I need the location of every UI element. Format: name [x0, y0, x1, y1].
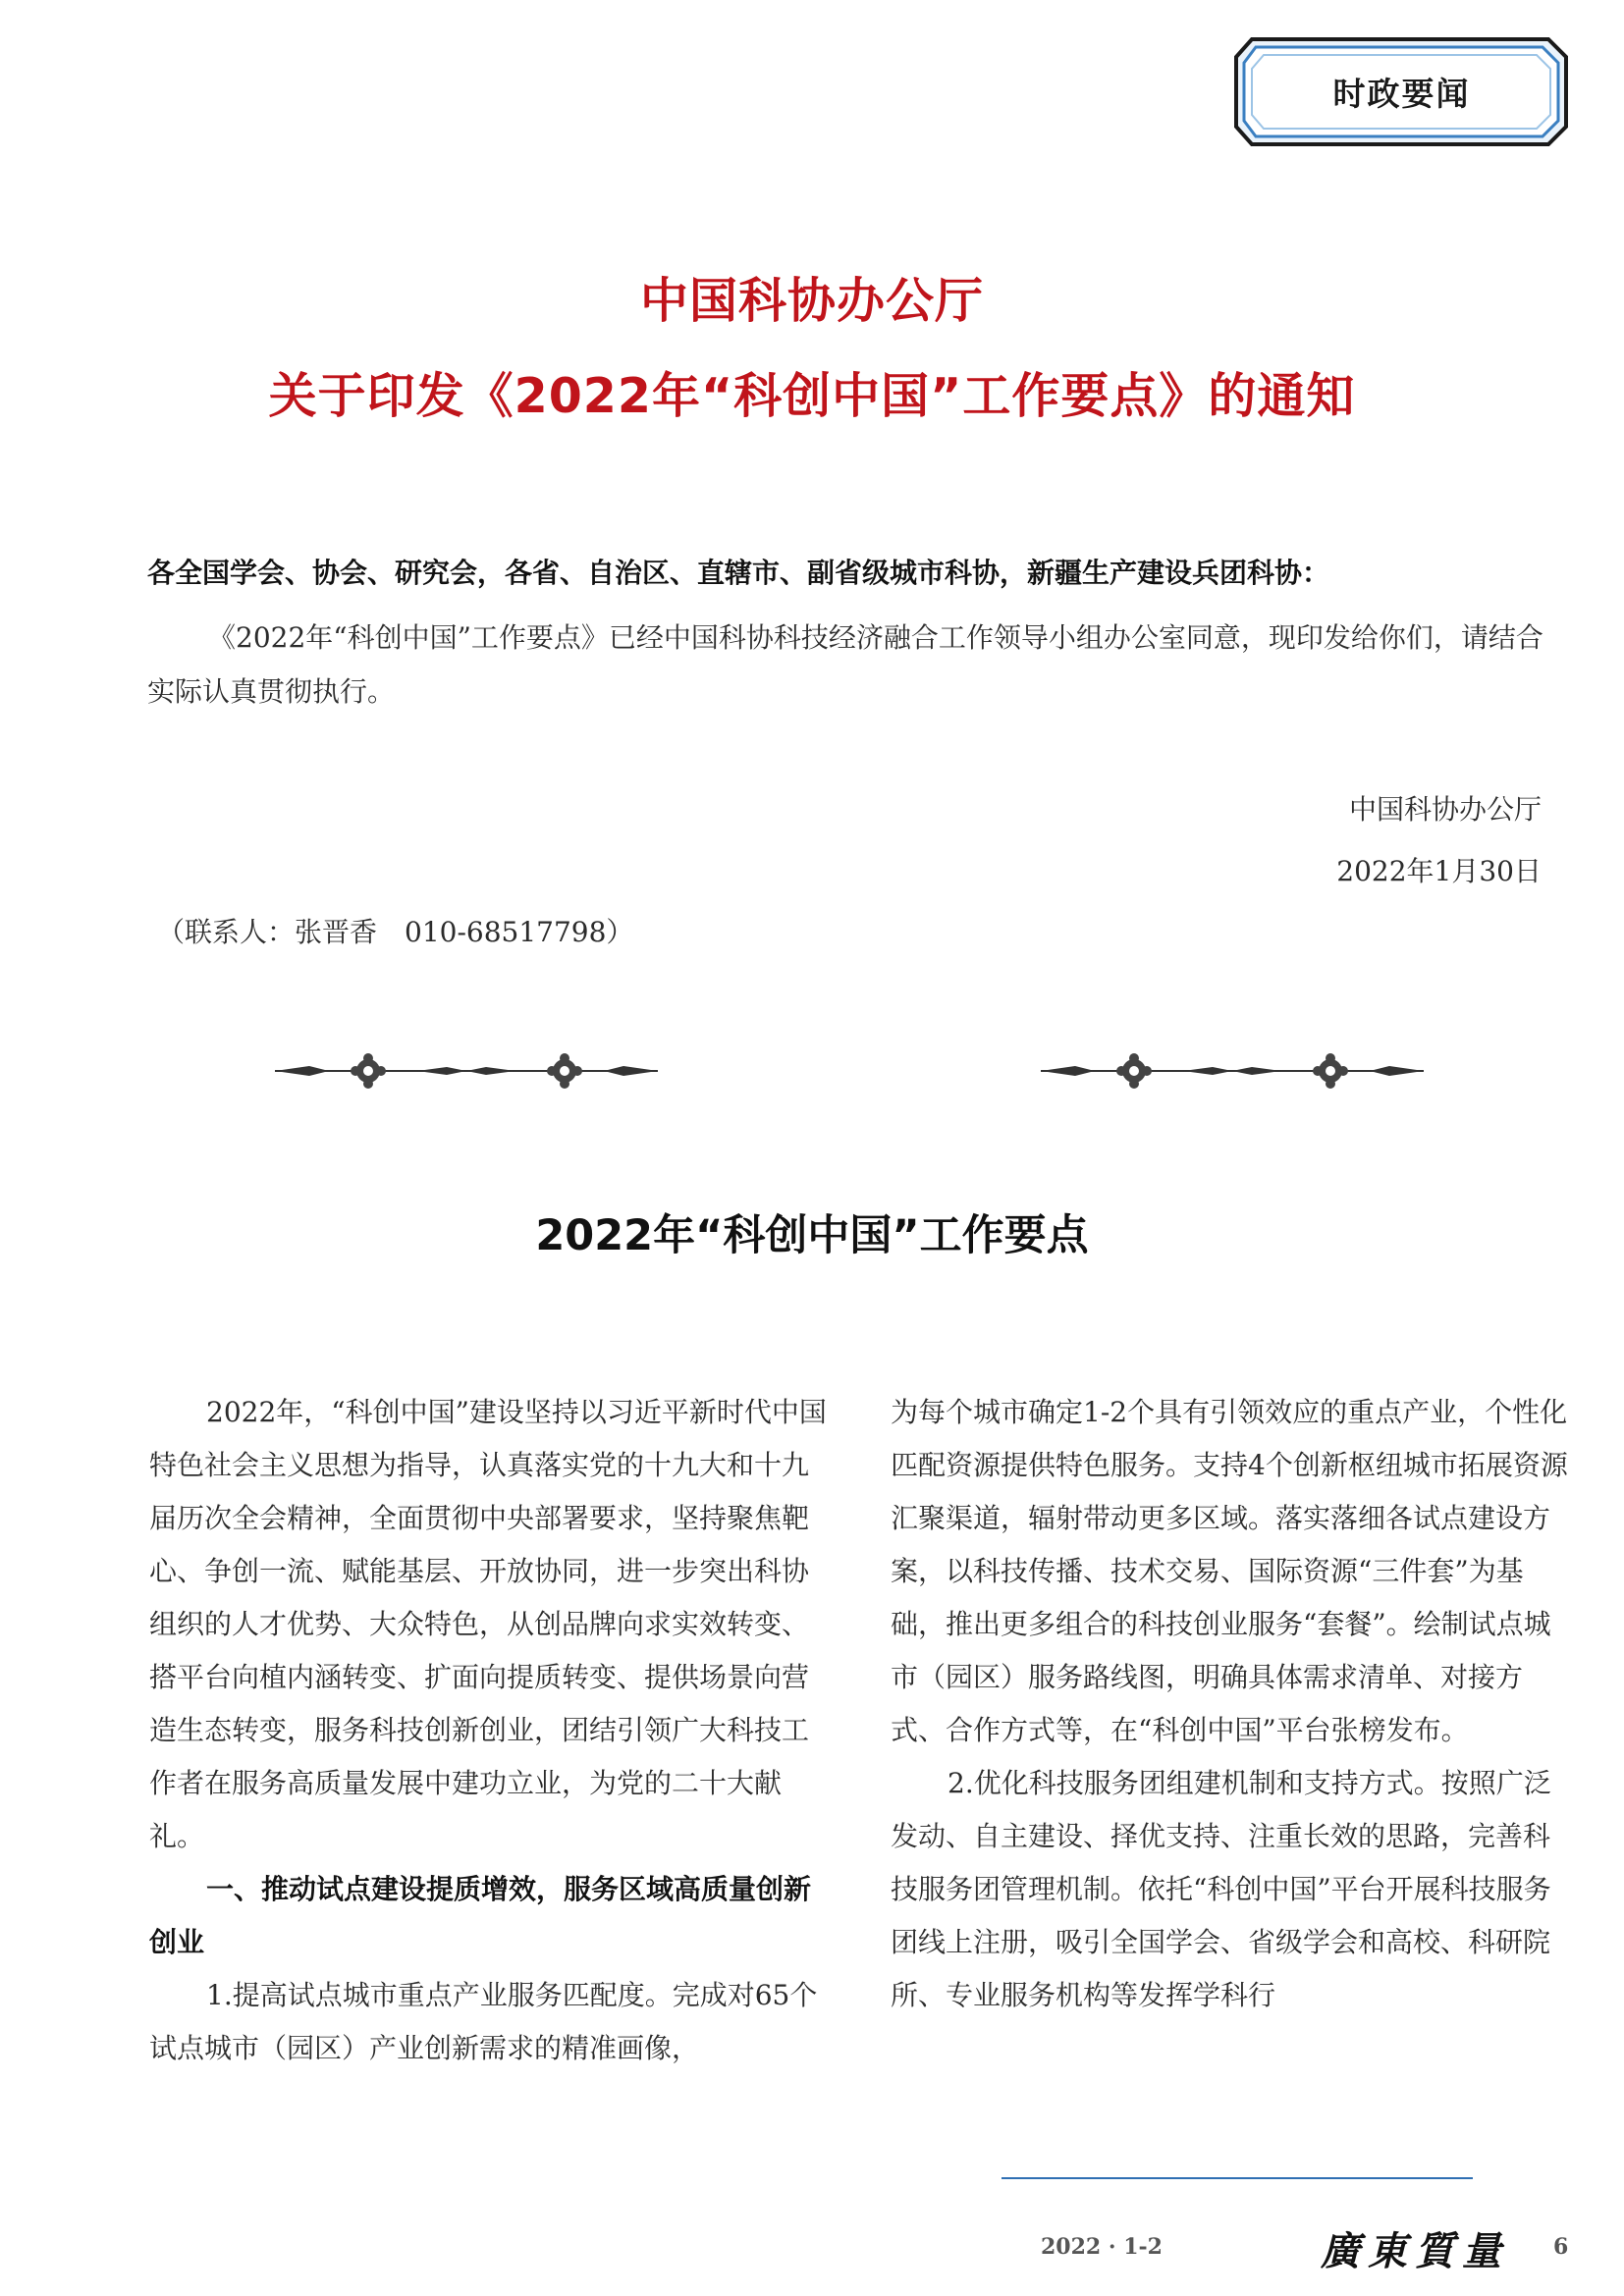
notice-date: 2022年1月30日: [1336, 855, 1542, 887]
ornament-divider-icon: [270, 1046, 663, 1095]
article-paragraph: 2.优化科技服务团组建机制和支持方式。按照广泛发动、自主建设、择优支持、注重长效的思路，完善科技服务团管理机制。依托“科创中国”平台开展科技服务团线上注册，吸引全国学会、省级学会和高校、科研院所、专业服务机构等发挥学科行: [891, 1767, 1551, 2011]
article-paragraph: 2022年，“科创中国”建设坚持以习近平新时代中国特色社会主义思想为指导，认真落实党的十九大和十九届历次全会精神，全面贯彻中央部署要求，坚持聚焦靶心、争创一流、赋能基层、开放协同，进一步突出科协组织的人才优势、大众特色，从创品牌向求实效转变、搭平台向植内涵转变、扩面向提质转变、提供场景向营造生态转变，服务科技创新创业，团结引领广大科技工作者在服务高质量发展中建功立业，为党的二十大献礼。: [149, 1396, 827, 1852]
notice-signature: 中国科协办公厅: [1348, 793, 1542, 826]
notice-title-line2: 关于印发《2022年“科创中国”工作要点》的通知: [268, 368, 1356, 424]
article-heading: 一、推动试点建设提质增效，服务区域高质量创新创业: [149, 1873, 812, 1958]
article-paragraph: 1.提高试点城市重点产业服务匹配度。完成对65个试点城市（园区）产业创新需求的精准画像，: [149, 1979, 818, 2064]
article-column-right: [891, 1386, 1568, 2022]
page-number: 6: [1553, 2234, 1569, 2260]
magazine-logo: 廣東質量: [1321, 2228, 1509, 2274]
article-column-left: [149, 1386, 827, 2075]
footer-issue: 2022 · 1-2: [1041, 2234, 1163, 2260]
badge-label: 时政要闻: [1332, 75, 1471, 113]
notice-title-line1: 中国科协办公厅: [639, 273, 984, 329]
section-badge: [1232, 35, 1571, 148]
notice-contact: （联系人：张晋香 010-68517798）: [157, 916, 634, 948]
notice-body: 《2022年“科创中国”工作要点》已经中国科协科技经济融合工作领导小组办公室同意，现印发给你们，请结合实际认真贯彻执行。: [147, 621, 1543, 708]
ornament-divider-icon: [1036, 1046, 1429, 1095]
notice-salutation: 各全国学会、协会、研究会，各省、自治区、直辖市、副省级城市科协，新疆生产建设兵团科协：: [147, 557, 1330, 589]
section-title: 2022年“科创中国”工作要点: [535, 1211, 1089, 1260]
footer-rule: [1001, 2177, 1473, 2179]
article-paragraph: 为每个城市确定1-2个具有引领效应的重点产业，个性化匹配资源提供特色服务。支持4个创新枢纽城市拓展资源汇聚渠道，辐射带动更多区域。落实落细各试点建设方案，以科技传播、技术交易、国际资源“三件套”为基础，推出更多组合的科技创业服务“套餐”。绘制试点城市（园区）服务路线图，明确具体需求清单、对接方式、合作方式等，在“科创中国”平台张榜发布。: [891, 1396, 1568, 1746]
